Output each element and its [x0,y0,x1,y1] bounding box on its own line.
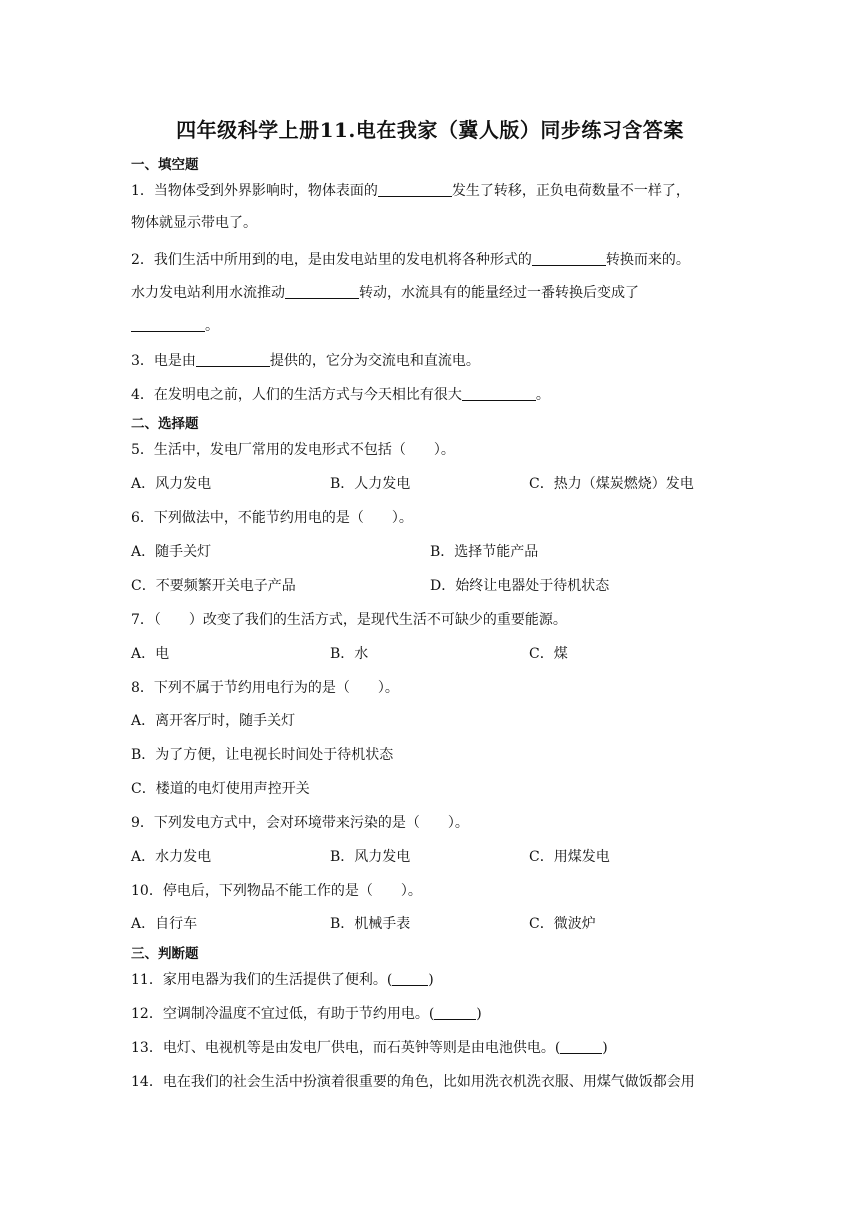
q9-option-b: B．风力发电 [330,849,411,865]
q5-option-c: C．热力（煤炭燃烧）发电 [529,476,694,492]
answer-blank [560,1039,602,1054]
question-10-stem: 10．停电后，下列物品不能工作的是（ ）。 [131,883,422,899]
question-3: 3．电是由 提供的，它分为交流电和直流电。 [131,353,480,369]
q5-option-b: B．人力发电 [330,476,411,492]
q8-option-c: C．楼道的电灯使用声控开关 [131,781,310,797]
blank [285,284,359,299]
q9-option-a: A．水力发电 [131,849,212,865]
section-heading-true-false: 三、判断题 [131,946,199,962]
question-11: 11．家用电器为我们的生活提供了便利。( ) [131,972,434,988]
q10-option-a: A．自行车 [131,916,198,932]
section-heading-fill-blank: 一、填空题 [131,157,199,173]
question-4: 4．在发明电之前，人们的生活方式与今天相比有很大 。 [131,387,550,403]
q5-option-a: A．风力发电 [131,476,212,492]
question-13: 13．电灯、电视机等是由发电厂供电，而石英钟等则是由电池供电。( ) [131,1040,608,1056]
q6-option-c: C．不要频繁开关电子产品 [131,578,296,594]
q6-option-d: D．始终让电器处于待机状态 [430,578,610,594]
question-1-line-2: 物体就显示带电了。 [131,215,257,231]
question-5-stem: 5．生活中，发电厂常用的发电形式不包括（ ）。 [131,442,455,458]
q7-option-a: A．电 [131,646,170,662]
blank [532,251,606,266]
q7-option-c: C．煤 [529,646,568,662]
section-heading-multiple-choice: 二、选择题 [131,416,199,432]
question-2-line-1: 2．我们生活中所用到的电，是由发电站里的发电机将各种形式的 转换而来的。 [131,252,690,268]
q7-option-b: B．水 [330,646,369,662]
question-14-line-1: 14．电在我们的社会生活中扮演着很重要的角色，比如用洗衣机洗衣服、用煤气做饭都会用 [131,1074,695,1090]
blank [378,182,452,197]
question-2-line-3: 。 [131,315,219,335]
question-9-stem: 9．下列发电方式中，会对环境带来污染的是（ ）。 [131,815,469,831]
q8-option-a: A．离开客厅时，随手关灯 [131,713,296,729]
answer-blank [392,971,428,986]
blank [462,386,536,401]
q6-option-b: B．选择节能产品 [430,544,539,560]
question-6-stem: 6．下列做法中，不能节约用电的是（ ）。 [131,510,413,526]
blank [196,352,270,367]
question-1-line-1: 1．当物体受到外界影响时，物体表面的 发生了转移，正负电荷数量不一样了， [131,183,690,199]
question-8-stem: 8．下列不属于节约用电行为的是（ ）。 [131,680,399,696]
question-2-line-2: 水力发电站利用水流推动 转动，水流具有的能量经过一番转换后变成了 [131,285,639,301]
page-title: 四年级科学上册11.电在我家（冀人版）同步练习含答案 [176,118,684,142]
question-7-stem: 7．（ ）改变了我们的生活方式，是现代生活不可缺少的重要能源。 [131,612,567,628]
q6-option-a: A．随手关灯 [131,544,212,560]
q8-option-b: B．为了方便，让电视长时间处于待机状态 [131,747,394,763]
blank [131,317,205,332]
q10-option-c: C．微波炉 [529,916,596,932]
q9-option-c: C．用煤发电 [529,849,610,865]
question-12: 12．空调制冷温度不宜过低，有助于节约用电。( ) [131,1006,482,1022]
answer-blank [434,1005,476,1020]
q10-option-b: B．机械手表 [330,916,411,932]
